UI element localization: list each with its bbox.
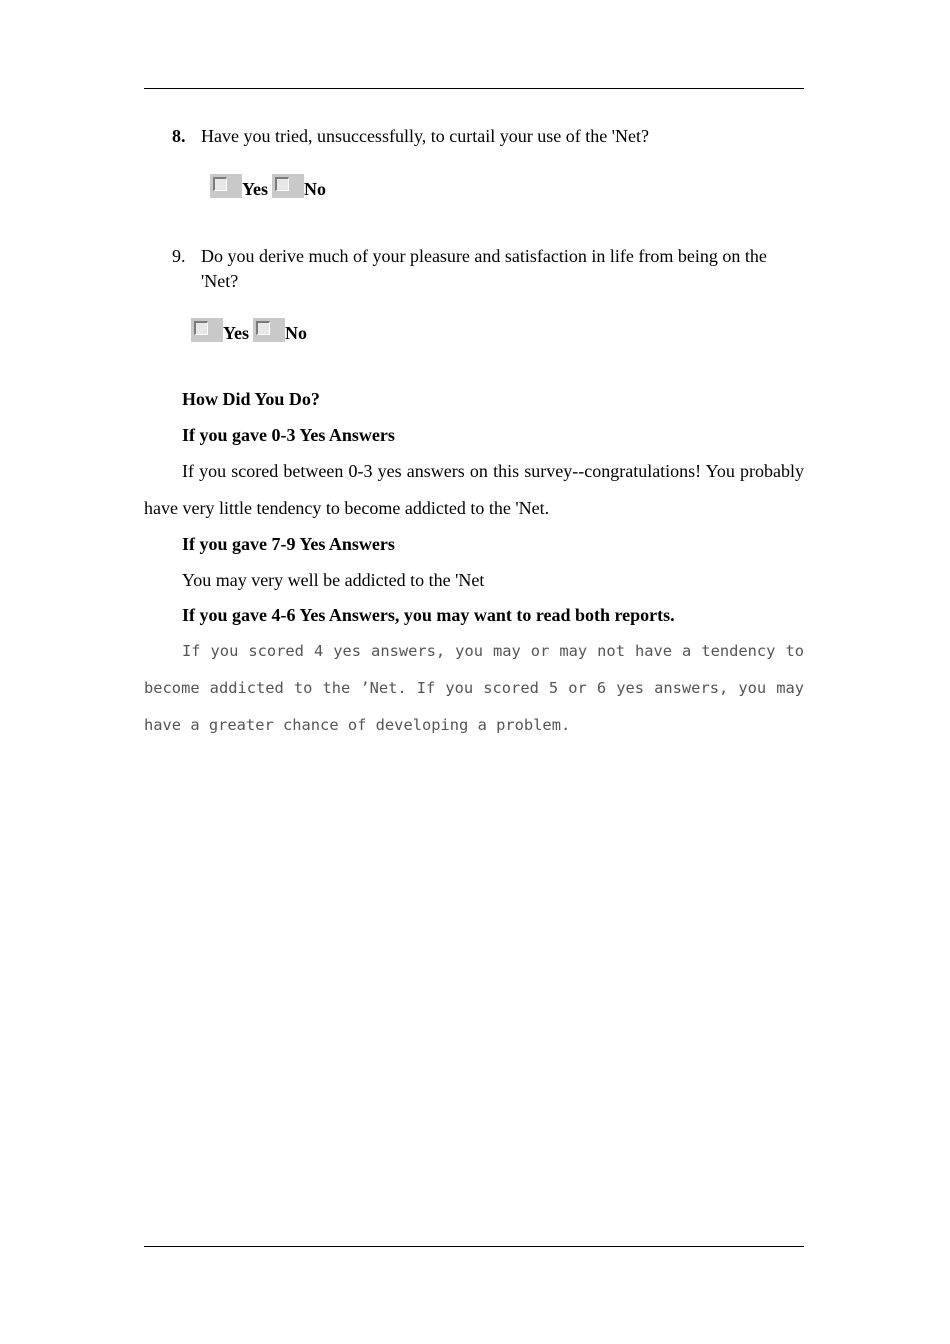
footer-rule — [144, 1246, 804, 1247]
low-score-heading: If you gave 0-3 Yes Answers — [182, 425, 395, 445]
yes-checkbox[interactable] — [191, 318, 223, 342]
question-number: 8. — [172, 126, 186, 146]
question-8 — [172, 124, 804, 149]
no-label: No — [304, 179, 326, 199]
question-9-options — [191, 316, 311, 342]
low-score-text: If you scored between 0-3 yes answers on this survey--congratulations! You probably have very little tendency to become addicted to the 'Net. — [144, 461, 804, 518]
no-checkbox[interactable] — [272, 174, 304, 198]
yes-label: Yes — [223, 323, 249, 343]
high-score-text: You may very well be addicted to the 'Net — [182, 570, 485, 590]
question-text: Do you derive much of your pleasure and satisfaction in life from being on the 'Net? — [201, 246, 767, 291]
mid-score-heading: If you gave 4-6 Yes Answers, you may want to read both reports. — [182, 605, 675, 625]
question-number: 9. — [172, 246, 186, 266]
question-9 — [172, 244, 804, 294]
yes-label: Yes — [242, 179, 268, 199]
header-rule — [144, 88, 804, 89]
no-label: No — [285, 323, 307, 343]
yes-checkbox[interactable] — [210, 174, 242, 198]
question-8-options — [210, 172, 330, 198]
no-checkbox[interactable] — [253, 318, 285, 342]
mid-score-text: If you scored 4 yes answers, you may or may not have a tendency to become addicted to the ’Net. If you scored 5 or 6 yes answers, you may have a greater chance of developing a problem. — [144, 642, 804, 734]
question-text: Have you tried, unsuccessfully, to curtail your use of the 'Net? — [201, 126, 649, 146]
results-heading: How Did You Do? — [182, 389, 320, 409]
high-score-heading: If you gave 7-9 Yes Answers — [182, 534, 395, 554]
